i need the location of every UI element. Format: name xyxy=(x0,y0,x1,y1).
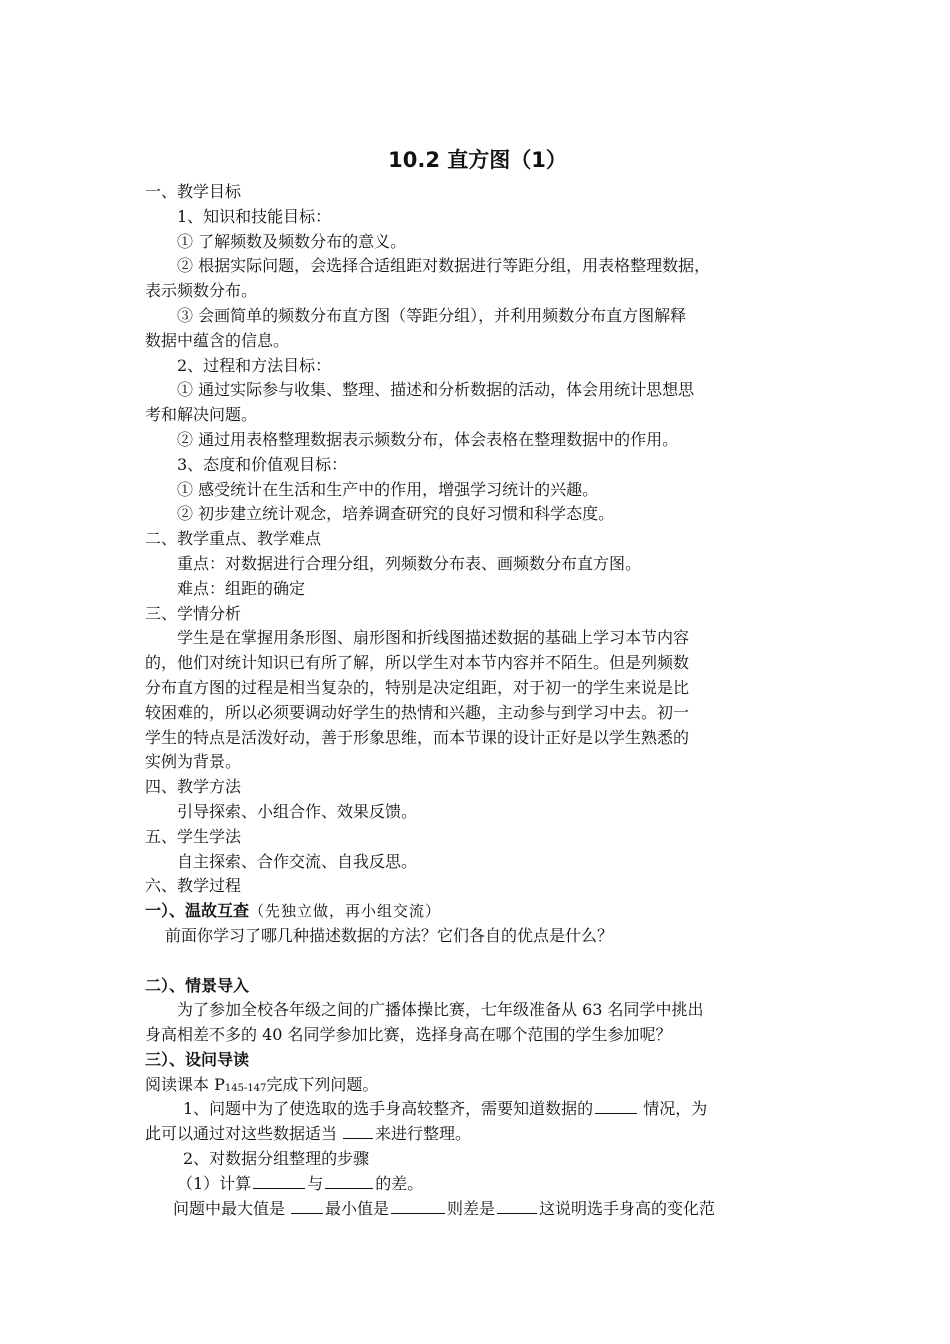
answer-blank[interactable] xyxy=(595,1098,637,1114)
question-text: 这说明选手身高的变化范 xyxy=(539,1198,716,1218)
question-text: 的差。 xyxy=(375,1173,424,1193)
text-line: 学生是在掌握用条形图、扇形图和折线图描述数据的基础上学习本节内容 xyxy=(177,628,690,648)
question-text: 来进行整理。 xyxy=(375,1124,472,1144)
text-line: 重点：对数据进行合理分组，列频数分布表、画频数分布直方图。 xyxy=(177,553,642,573)
subsection-heading: 2、过程和方法目标： xyxy=(177,355,332,375)
text-line: ② 根据实际问题，会选择合适组距对数据进行等距分组，用表格整理数据， xyxy=(177,256,711,276)
question-text: 与 xyxy=(307,1173,324,1193)
section-heading: 一、教学目标 xyxy=(145,182,242,201)
section-heading: 四、教学方法 xyxy=(145,777,242,797)
text-line: ③ 会画简单的频数分布直方图（等距分组），并利用频数分布直方图解释 xyxy=(177,305,687,325)
text-line: 引导探索、小组合作、效果反馈。 xyxy=(177,801,418,821)
document-page xyxy=(145,140,810,1221)
text-line: 的，他们对统计知识已有所了解，所以学生对本节内容并不陌生。但是列频数 xyxy=(145,653,690,673)
subsection-heading: 1、知识和技能目标： xyxy=(177,206,332,226)
text-line: 考和解决问题。 xyxy=(145,405,258,425)
question-line xyxy=(145,1097,810,1122)
process-heading: 三）、设问导读 xyxy=(145,1049,250,1069)
section-heading: 五、学生学法 xyxy=(145,826,242,846)
page-range: 145-147 xyxy=(224,1082,267,1094)
read-suffix: 完成下列问题。 xyxy=(266,1074,379,1094)
question-text: 1、问题中为了使选取的选手身高较整齐，需要知道数据的 xyxy=(183,1099,594,1119)
text-line: 较困难的，所以必须要调动好学生的热情和兴趣，主动参与到学习中去。初一 xyxy=(145,702,690,722)
question-line: 2、对数据分组整理的步骤 xyxy=(183,1149,370,1169)
answer-blank[interactable] xyxy=(497,1198,537,1214)
process-heading-note: （先独立做，再小组交流） xyxy=(249,902,442,921)
text-line: ① 通过实际参与收集、整理、描述和分析数据的活动，体会用统计思想思 xyxy=(177,380,695,400)
text-line: 难点：组距的确定 xyxy=(177,578,306,598)
answer-blank[interactable] xyxy=(343,1123,373,1139)
text-line: 前面你学习了哪几种描述数据的方法？它们各自的优点是什么？ xyxy=(165,925,614,945)
question-text: 此可以通过对这些数据适当 xyxy=(145,1124,338,1144)
text-line: ② 通过用表格整理数据表示频数分布，体会表格在整理数据中的作用。 xyxy=(177,429,679,449)
section-heading: 六、教学过程 xyxy=(145,876,242,896)
process-heading-label: 一）、温故互查 xyxy=(145,901,250,921)
page-title: 10.2 直方图（1） xyxy=(388,148,567,172)
text-line: 为了参加全校各年级之间的广播体操比赛，七年级准备从 63 名同学中挑出 xyxy=(177,1000,704,1020)
blank-line xyxy=(145,949,810,974)
process-heading: 二）、情景导入 xyxy=(145,975,250,995)
question-line xyxy=(145,1172,810,1197)
answer-blank[interactable] xyxy=(391,1198,445,1214)
question-line xyxy=(145,1197,810,1222)
text-line: 分布直方图的过程是相当复杂的，特别是决定组距，对于初一的学生来说是比 xyxy=(145,677,690,697)
text-line: ① 了解频数及频数分布的意义。 xyxy=(177,231,407,251)
text-line: ① 感受统计在生活和生产中的作用，增强学习统计的兴趣。 xyxy=(177,479,599,499)
question-text: （1）计算 xyxy=(177,1173,252,1193)
subsection-heading: 3、态度和价值观目标： xyxy=(177,454,348,474)
question-text: 问题中最大值是 xyxy=(173,1198,286,1218)
text-line: 实例为背景。 xyxy=(145,752,242,772)
question-text: 最小值是 xyxy=(325,1198,390,1218)
section-heading: 二、教学重点、教学难点 xyxy=(145,529,322,549)
text-line xyxy=(145,1073,810,1098)
text-line: 自主探索、合作交流、自我反思。 xyxy=(177,851,418,871)
text-line: 身高相差不多的 40 名同学参加比赛，选择身高在哪个范围的学生参加呢？ xyxy=(145,1025,672,1045)
process-heading xyxy=(145,899,810,924)
answer-blank[interactable] xyxy=(325,1173,373,1189)
question-text: 情况，为 xyxy=(643,1099,708,1119)
text-line: 表示频数分布。 xyxy=(145,281,258,301)
read-prefix: 阅读课本 P xyxy=(145,1074,225,1094)
answer-blank[interactable] xyxy=(253,1173,305,1189)
question-line xyxy=(145,1122,810,1147)
text-line: ② 初步建立统计观念，培养调查研究的良好习惯和科学态度。 xyxy=(177,504,615,524)
text-line: 数据中蕴含的信息。 xyxy=(145,330,290,350)
answer-blank[interactable] xyxy=(291,1198,323,1214)
text-line: 学生的特点是活泼好动，善于形象思维，而本节课的设计正好是以学生熟悉的 xyxy=(145,727,690,747)
section-heading: 三、学情分析 xyxy=(145,603,242,623)
question-text: 则差是 xyxy=(447,1198,496,1218)
